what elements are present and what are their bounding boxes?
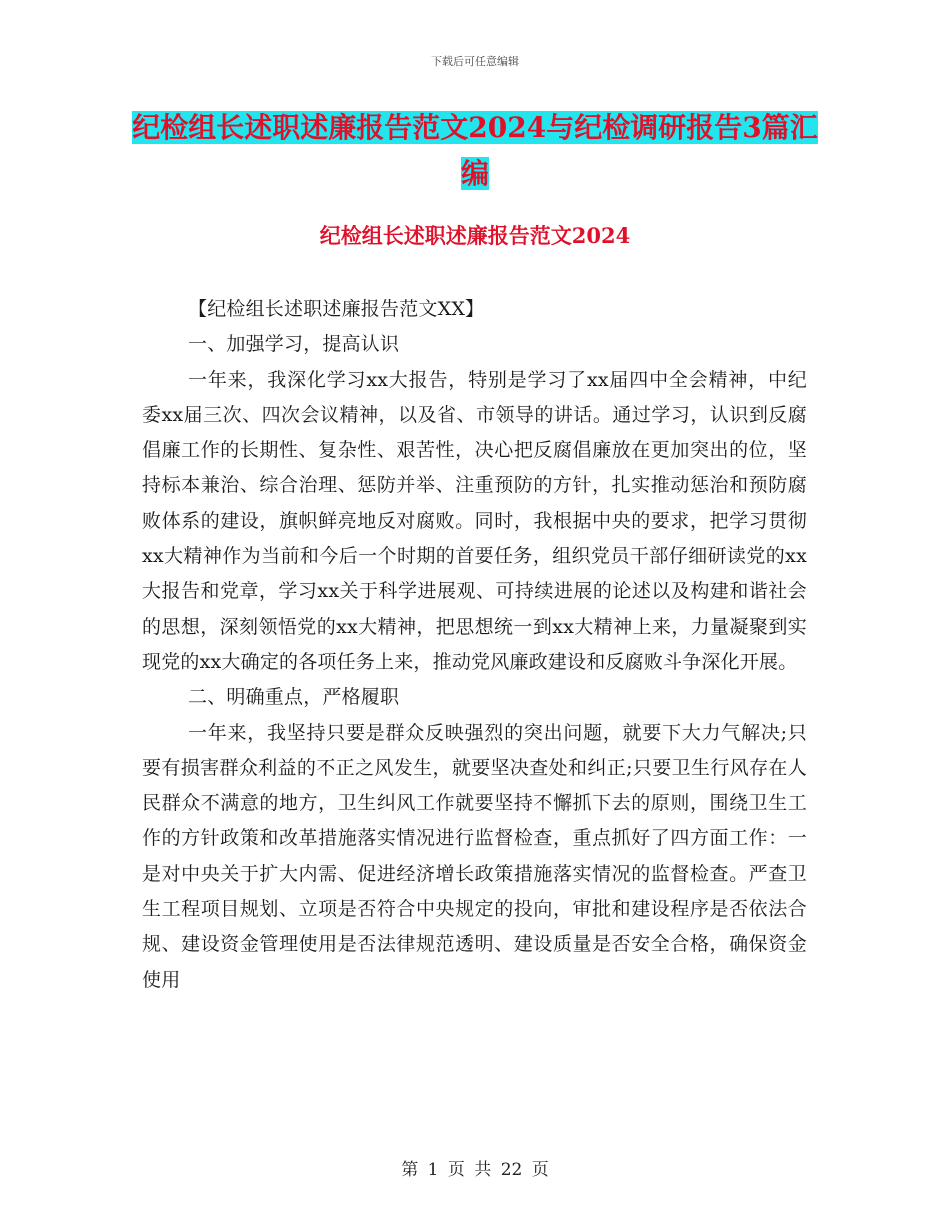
paragraph: 一年来，我坚持只要是群众反映强烈的突出问题，就要下大力气解决;只要有损害群众利益的不正之风发生，就要坚决查处和纠正;只要卫生行风存在人民群众不满意的地方，卫生纠风工作就要坚持不懈抓下去的原则，围绕卫生工作的方针政策和改革措施落实情况进行监督检查，重点抓好了四方面工作：一是对中央关于扩大内需、促进经济增长政策措施落实情况的监督检查。严查卫生工程项目规划、立项是否符合中央规定的投向，审批和建设程序是否依法合规、建设资金管理使用是否法律规范透明、建设质量是否安全合格，确保资金使用 <box>142 721 807 991</box>
body-content <box>142 292 807 998</box>
document-title <box>130 105 820 197</box>
section-title: 纪检组长述职述廉报告范文2024 <box>319 223 631 248</box>
section-heading-2: 二、明确重点，严格履职 <box>188 686 400 709</box>
page-footer: 第 1 页 共 22 页 <box>401 1160 549 1180</box>
document-title-text: 纪检组长述职述廉报告范文2024与纪检调研报告3篇汇编 <box>132 111 818 190</box>
paragraph-heading: 【纪检组长述职述廉报告范文XX】 <box>188 298 485 320</box>
page-header-note: 下载后可任意编辑 <box>431 55 519 68</box>
paragraph: 一年来，我深化学习xx大报告，特别是学习了xx届四中全会精神，中纪委xx届三次、四次会议精神，以及省、市领导的讲话。通过学习，认识到反腐倡廉工作的长期性、复杂性、艰苦性，决心把反腐倡廉放在更加突出的位，坚持标本兼治、综合治理、惩防并举、注重预防的方针，扎实推动惩治和预防腐败体系的建设，旗帜鲜亮地反对腐败。同时，我根据中央的要求，把学习贯彻xx大精神作为当前和今后一个时期的首要任务，组织党员干部仔细研读党的xx大报告和党章，学习xx关于科学进展观、可持续进展的论述以及构建和谐社会的思想，深刻领悟党的xx大精神，把思想统一到xx大精神上来，力量凝聚到实现党的xx大确定的各项任务上来，推动党风廉政建设和反腐败斗争深化开展。 <box>142 368 807 673</box>
section-heading-1: 一、加强学习，提高认识 <box>188 333 400 356</box>
